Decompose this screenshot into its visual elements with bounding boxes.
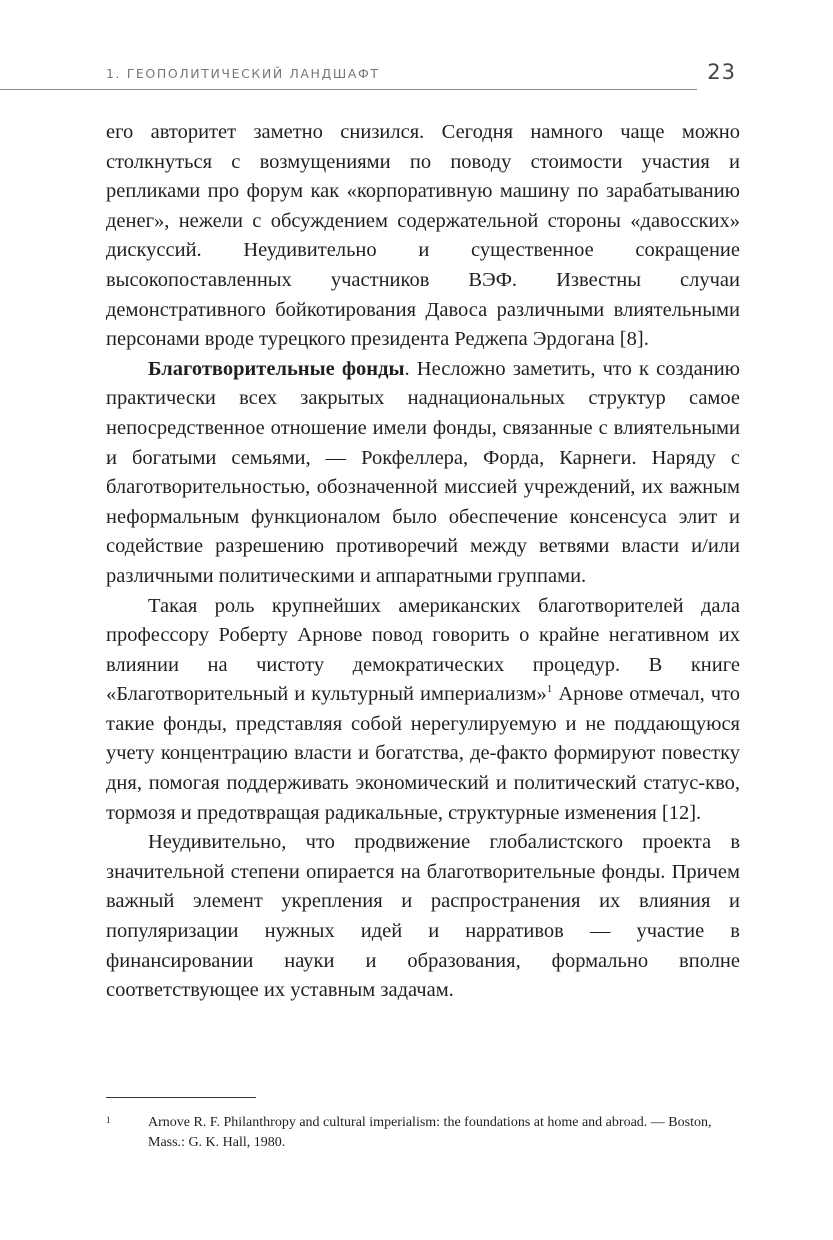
running-title: 1. ГЕОПОЛИТИЧЕСКИЙ ЛАНДШАФТ xyxy=(106,66,380,81)
paragraph-2-text: . Несложно заметить, что к созданию практически всех закрытых наднациональных структур самое непосредственное отношение имели фонды, связанные с влиятельными и богатыми семьями, — Рокфеллера, Форда, Карнеги. Наряду с благотворительностью, обозначенной миссией учреждений, их важным неформальным функционалом было обеспечение консенсуса элит и содействие разрешению противоречий между ветвями власти и/или различными политическими и аппаратными группами. xyxy=(106,357,740,587)
page-number: 23 xyxy=(707,60,736,84)
paragraph-3-text-b: Арнове отмечал, что такие фонды, представляя собой нерегулируемую и не поддающуюся учету концентрацию власти и богатства, де-факто формируют повестку дня, помогая поддерживать экономический и политический статус-кво, тормозя и предотвращая радикальные, структурные изменения [12]. xyxy=(106,683,740,824)
paragraph-4: Неудивительно, что продвижение глобалистского проекта в значительной степени опирается на благотворительные фонды. Причем важный элемент укрепления и распространения их влияния и популяризации нужных идей и нарративов — участие в финансировании науки и образования, формально вполне соответствующее их уставным задачам. xyxy=(106,831,740,1002)
footnote-number: 1 xyxy=(106,1115,111,1125)
footnote xyxy=(106,1113,740,1153)
footnote-separator xyxy=(106,1097,256,1098)
paragraph-2 xyxy=(106,355,740,592)
footnote-reference[interactable]: 1 xyxy=(546,683,553,696)
header-rule xyxy=(0,89,697,90)
footnote-text: Arnove R. F. Philanthropy and cultural imperialism: the foundations at home and abroad. — Boston, Mass.: G. K. Hall, 1980. xyxy=(148,1115,712,1150)
paragraph-1: его авторитет заметно снизился. Сегодня намного чаще можно столкнуться с возмущениями по поводу стоимости участия и репликами про форум как «корпоративную машину по зарабатыванию денег», нежели с обсуждением содержательной стороны «давосских» дискуссий. Неудивительно и существенное сокращение высокопоставленных участников ВЭФ. Известны случаи демонстративного бойкотирования Давоса различными влиятельными персонами вроде турецкого президента Реджепа Эрдогана [8]. xyxy=(106,121,740,351)
body-text xyxy=(106,118,740,1006)
paragraph-3-text-a: Такая роль крупнейших американских благотворителей дала профессору Роберту Арнове повод говорить о крайне негативном их влиянии на чистоту демократических процедур. В книге «Благотворительный и культурный империализм» xyxy=(106,594,740,706)
paragraph-3 xyxy=(106,592,740,829)
paragraph-2-heading: Благотворительные фонды xyxy=(148,357,405,380)
